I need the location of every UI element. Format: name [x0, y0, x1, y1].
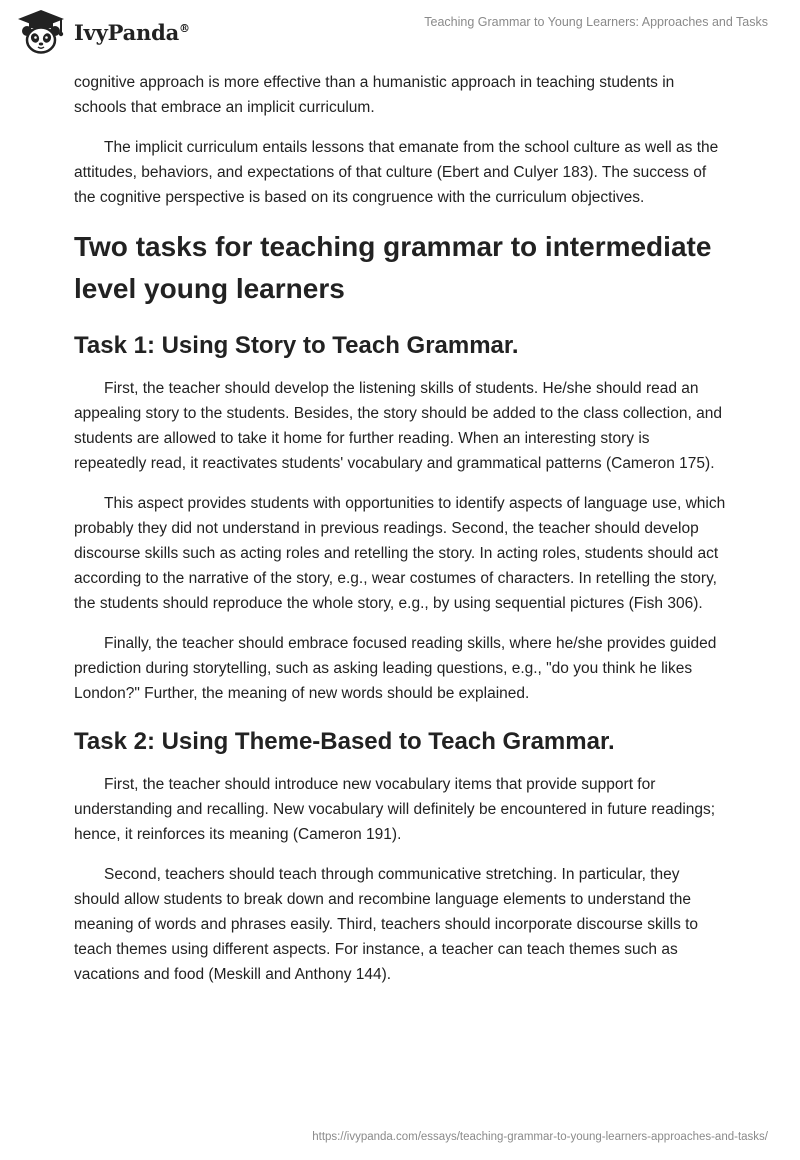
document-title: Teaching Grammar to Young Learners: Approaches and Tasks	[424, 15, 768, 29]
paragraph-intro: cognitive approach is more effective than a humanistic approach in teaching students in schools that embrace an implicit curriculum.	[74, 74, 675, 116]
essay-content	[74, 70, 726, 1002]
paragraph-task1-listening: First, the teacher should develop the listening skills of students. He/she should read an appealing story to the students. Besides, the story should be added to the class collection, and students are allowed to take it home for further reading. When an interesting story is repeatedly read, it reactivates students' vocabulary and grammatical patterns (Cameron 175).	[74, 380, 722, 472]
page-header	[0, 0, 800, 66]
paragraph-task2-vocabulary: First, the teacher should introduce new vocabulary items that provide support for understanding and recalling. New vocabulary will definitely be encountered in future readings; hence, it reinforces its meaning (Cameron 191).	[74, 776, 716, 843]
ivypanda-logo[interactable]	[16, 8, 190, 56]
panda-graduate-icon	[16, 9, 66, 55]
paragraph-task1-discourse: This aspect provides students with opportunities to identify aspects of language use, which probably they did not understand in previous readings. Second, the teacher should develop discourse skills such as acting roles and retelling the story. In acting roles, students should act according to the narrative of the story, e.g., wear costumes of characters. In retelling the story, the students should reproduce the whole story, e.g., by using sequential pictures (Fish 306).	[74, 495, 726, 612]
paragraph-task2-stretching: Second, teachers should teach through communicative stretching. In particular, they should allow students to break down and recombine language elements to understand the meaning of words and phrases easily. Third, teachers should incorporate discourse skills to teach themes using different aspects. For instance, a teacher can teach themes such as vacations and food (Meskill and Anthony 144).	[74, 866, 699, 983]
registered-mark: ®	[179, 21, 190, 35]
paragraph-implicit-curriculum: The implicit curriculum entails lessons that emanate from the school culture as well as the attitudes, behaviors, and expectations of that culture (Ebert and Culyer 183). The success of the cognitive perspective is based on its congruence with the curriculum objectives.	[74, 139, 719, 206]
paragraph-task1-reading: Finally, the teacher should embrace focused reading skills, where he/she provides guided prediction during storytelling, such as asking leading questions, e.g., "do you think he likes London?" Further, the meaning of new words should be explained.	[74, 635, 717, 702]
logo-text: IvyPanda®	[74, 19, 190, 45]
source-url[interactable]: https://ivypanda.com/essays/teaching-grammar-to-young-learners-approaches-and-tasks/	[312, 1131, 768, 1143]
section-heading-two-tasks: Two tasks for teaching grammar to intermediate level young learners	[74, 231, 712, 304]
subheading-task-1: Task 1: Using Story to Teach Grammar.	[74, 332, 519, 359]
subheading-task-2: Task 2: Using Theme-Based to Teach Grammar.	[74, 728, 615, 755]
